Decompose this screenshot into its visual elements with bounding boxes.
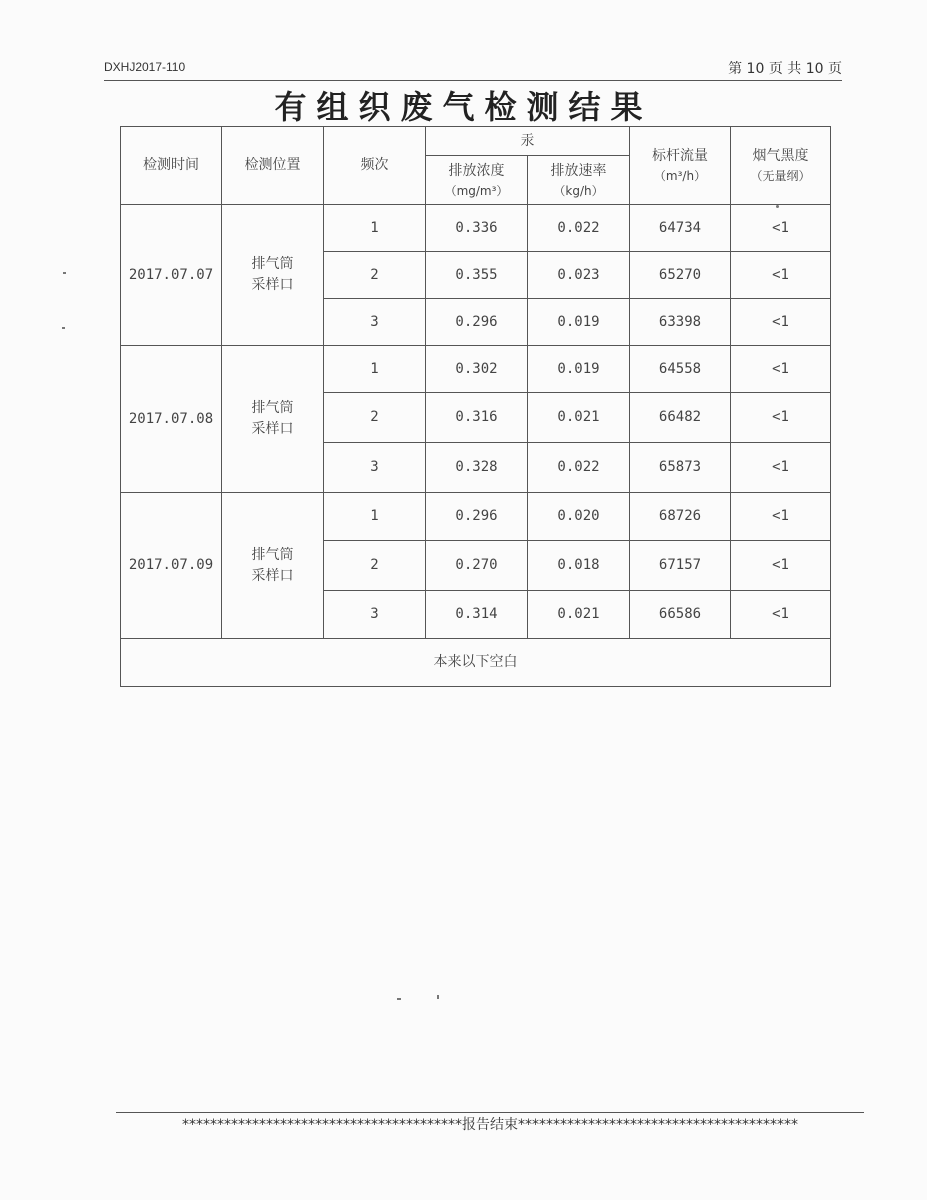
- cell-flow: 67157: [630, 541, 731, 591]
- table-body: [121, 205, 831, 639]
- cell-rate: 0.019: [528, 346, 630, 393]
- cell-flow: 63398: [630, 299, 731, 346]
- cell-concentration: 0.328: [426, 443, 528, 493]
- cell-frequency: 1: [324, 346, 426, 393]
- scan-speck: [62, 327, 65, 329]
- scan-speck: [63, 272, 66, 274]
- header-time: 检测时间: [121, 127, 222, 205]
- document-number: DXHJ2017-110: [104, 60, 186, 74]
- cell-flow: 65270: [630, 252, 731, 299]
- cell-rate: 0.021: [528, 591, 630, 639]
- header-rate-label: 排放速率: [550, 162, 607, 179]
- cell-frequency: 3: [324, 591, 426, 639]
- cell-smoke: <1: [731, 299, 831, 346]
- cell-rate: 0.020: [528, 493, 630, 541]
- cell-concentration: 0.336: [426, 205, 528, 252]
- cell-location: 排气筒 采样口: [222, 346, 324, 493]
- header-flow-unit: （m³/h）: [653, 169, 707, 183]
- header-concentration-label: 排放浓度: [448, 162, 505, 179]
- header-smoke-unit: （无量纲）: [750, 169, 811, 183]
- cell-smoke: <1: [731, 252, 831, 299]
- page-header: [104, 58, 842, 81]
- report-title: 有组织废气检测结果: [274, 88, 653, 126]
- cell-concentration: 0.302: [426, 346, 528, 393]
- cell-frequency: 2: [324, 393, 426, 443]
- cell-concentration: 0.296: [426, 299, 528, 346]
- cell-smoke: <1: [731, 541, 831, 591]
- cell-concentration: 0.316: [426, 393, 528, 443]
- header-location: 检测位置: [222, 127, 324, 205]
- footer-rule: [116, 1112, 864, 1113]
- header-rate: [528, 156, 630, 205]
- cell-flow: 68726: [630, 493, 731, 541]
- table-row: [121, 346, 831, 393]
- header-concentration-unit: （mg/m³）: [444, 183, 509, 198]
- cell-rate: 0.021: [528, 393, 630, 443]
- cell-flow: 65873: [630, 443, 731, 493]
- cell-rate: 0.023: [528, 252, 630, 299]
- results-table: [120, 126, 831, 687]
- scan-speck: [437, 995, 439, 999]
- cell-concentration: 0.270: [426, 541, 528, 591]
- header-smoke: [731, 127, 831, 205]
- header-rate-unit: （kg/h）: [553, 183, 604, 198]
- cell-smoke: <1: [731, 493, 831, 541]
- report-end-marker: ****************************************报告结束****************************************: [182, 1117, 798, 1133]
- cell-location: 排气筒 采样口: [222, 205, 324, 346]
- cell-rate: 0.018: [528, 541, 630, 591]
- cell-rate: 0.022: [528, 443, 630, 493]
- scan-speck: [397, 998, 401, 1000]
- blank-note: 本来以下空白: [121, 639, 831, 687]
- header-flow-label: 标杆流量: [652, 148, 708, 164]
- cell-date: 2017.07.09: [121, 493, 222, 639]
- header-pollutant: 汞: [426, 127, 630, 156]
- header-smoke-label: 烟气黑度: [752, 148, 809, 164]
- header-flow: [630, 127, 731, 205]
- cell-location: 排气筒 采样口: [222, 493, 324, 639]
- cell-concentration: 0.296: [426, 493, 528, 541]
- cell-smoke: <1: [731, 393, 831, 443]
- cell-smoke: <1: [731, 591, 831, 639]
- scan-speck: [776, 205, 779, 208]
- cell-concentration: 0.314: [426, 591, 528, 639]
- cell-flow: 64558: [630, 346, 731, 393]
- table-row: [121, 205, 831, 252]
- cell-smoke: <1: [731, 443, 831, 493]
- header-frequency: 频次: [324, 127, 426, 205]
- cell-concentration: 0.355: [426, 252, 528, 299]
- table-row: [121, 493, 831, 541]
- cell-frequency: 2: [324, 252, 426, 299]
- cell-frequency: 1: [324, 493, 426, 541]
- cell-frequency: 2: [324, 541, 426, 591]
- cell-frequency: 3: [324, 299, 426, 346]
- page-indicator: 第 10 页 共 10 页: [728, 61, 842, 77]
- cell-date: 2017.07.08: [121, 346, 222, 493]
- cell-flow: 64734: [630, 205, 731, 252]
- cell-flow: 66586: [630, 591, 731, 639]
- cell-smoke: <1: [731, 205, 831, 252]
- cell-frequency: 1: [324, 205, 426, 252]
- cell-frequency: 3: [324, 443, 426, 493]
- cell-rate: 0.022: [528, 205, 630, 252]
- cell-date: 2017.07.07: [121, 205, 222, 346]
- cell-flow: 66482: [630, 393, 731, 443]
- cell-smoke: <1: [731, 346, 831, 393]
- cell-rate: 0.019: [528, 299, 630, 346]
- header-concentration: [426, 156, 528, 205]
